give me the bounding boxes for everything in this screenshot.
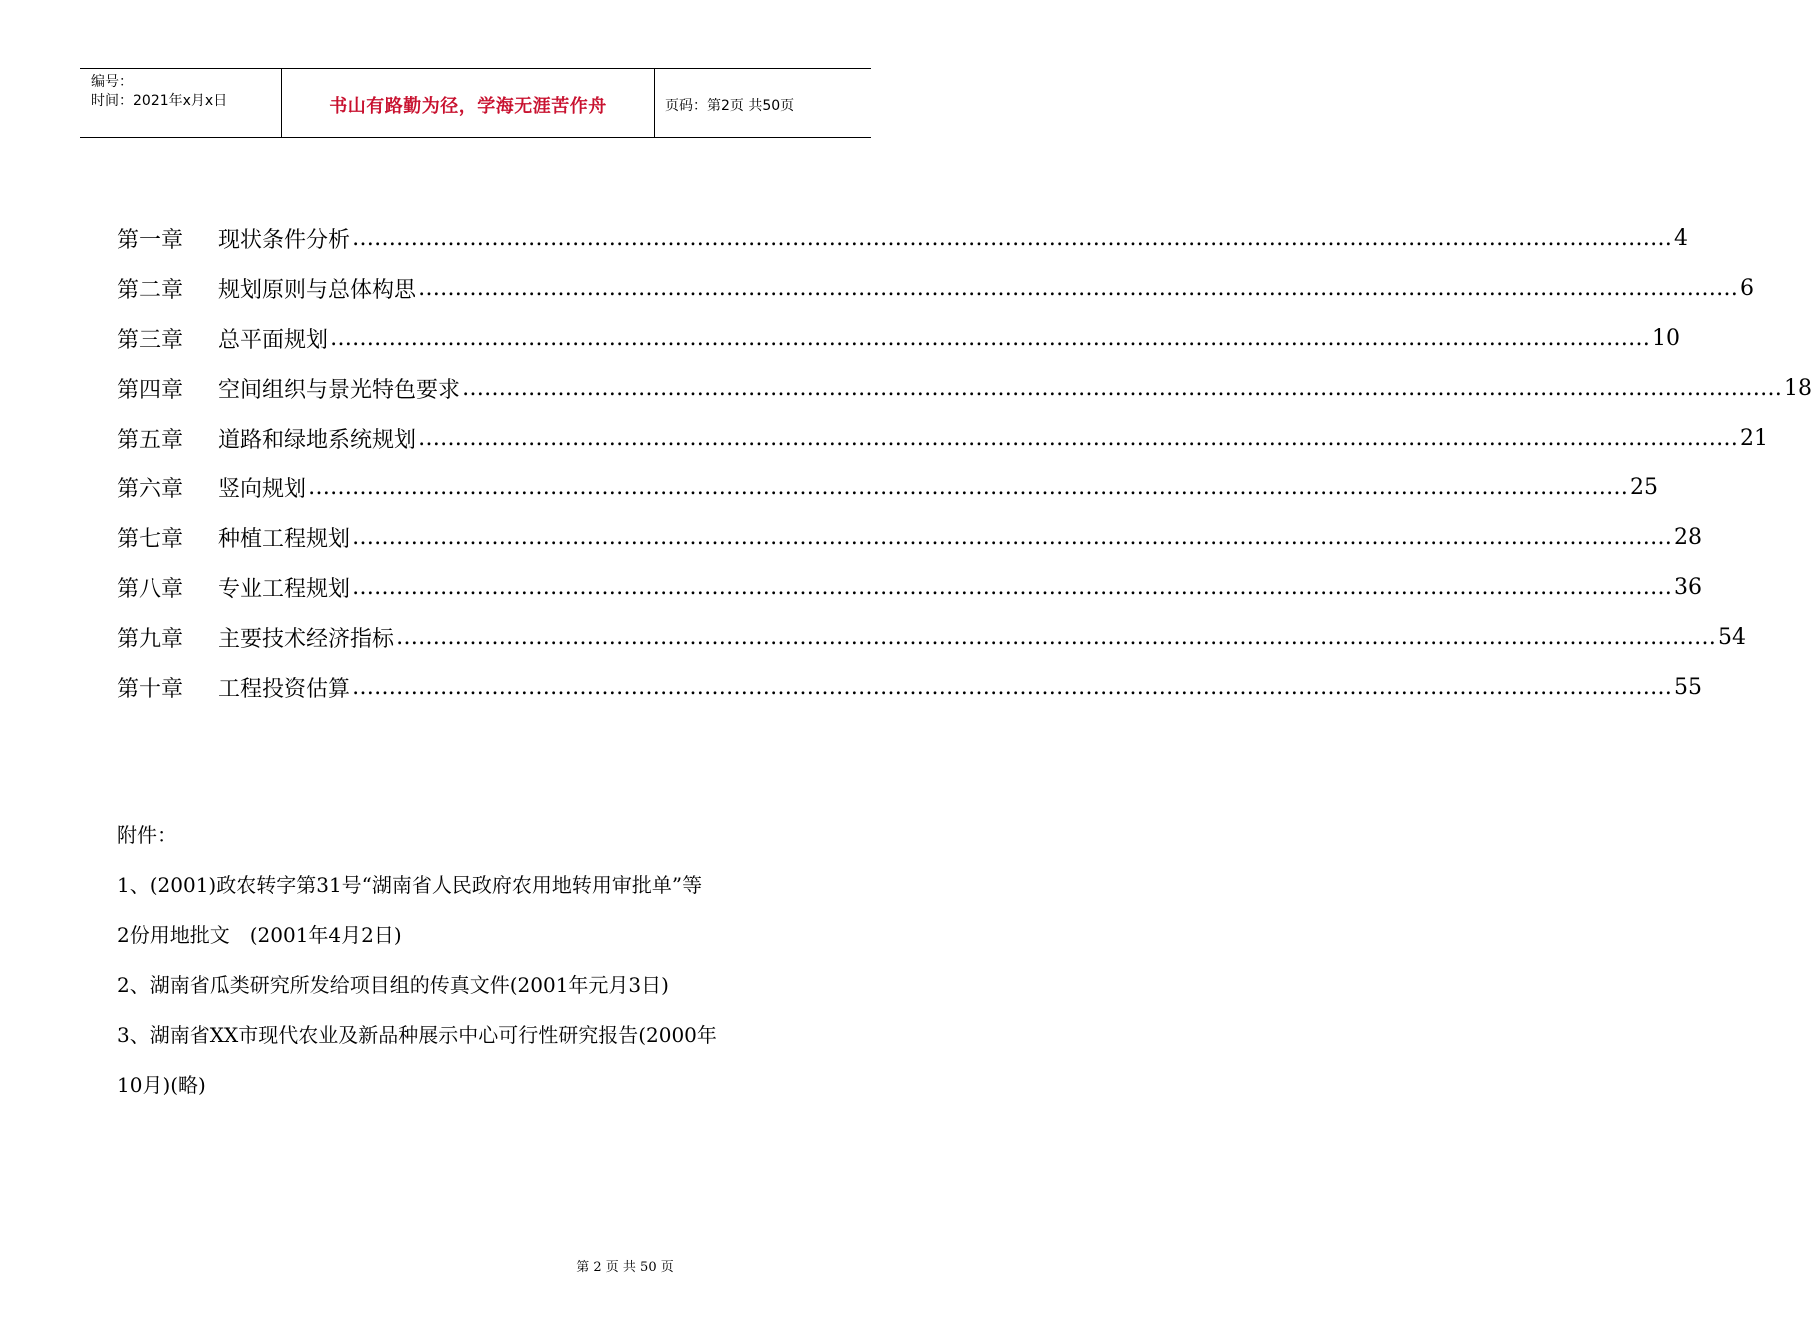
toc-entry[interactable] — [117, 563, 1703, 613]
header-meta-cell — [80, 69, 282, 137]
attachments-section — [117, 810, 847, 1110]
table-of-contents — [117, 214, 1812, 712]
toc-page-number: 6 — [1740, 276, 1755, 302]
attachment-item-1-continued: 2份用地批文 (2001年4月2日) — [117, 923, 402, 947]
toc-page-number: 55 — [1674, 674, 1703, 700]
toc-title: 竖向规划 — [218, 477, 307, 503]
toc-page-number: 54 — [1718, 624, 1747, 650]
toc-chapter: 第八章 — [117, 576, 184, 602]
toc-entry[interactable] — [117, 214, 1689, 264]
toc-leader: ……………………………………………………………………………………………………………………………………………………………… — [330, 325, 1651, 351]
toc-title: 道路和绿地系统规划 — [218, 427, 417, 453]
toc-title: 空间组织与景光特色要求 — [218, 377, 461, 403]
toc-leader: ……………………………………………………………………………………………………………………………………………………………… — [396, 624, 1717, 650]
toc-title: 现状条件分析 — [218, 228, 351, 254]
header-motto: 书山有路勤为径，学海无涯苦作舟 — [282, 69, 655, 137]
toc-title: 总平面规划 — [218, 327, 329, 353]
toc-title: 工程投资估算 — [218, 676, 351, 702]
page-header — [80, 68, 871, 138]
toc-chapter: 第二章 — [117, 278, 184, 304]
header-page-info: 页码：第2页 共50页 — [665, 98, 795, 114]
toc-title: 规划原则与总体构思 — [218, 278, 417, 304]
toc-chapter: 第五章 — [117, 427, 184, 453]
toc-leader: ……………………………………………………………………………………………………………………………………………………………… — [308, 475, 1629, 501]
toc-entry[interactable] — [117, 264, 1755, 314]
toc-entry[interactable] — [117, 363, 1812, 413]
page-footer: 第 2 页 共 50 页 — [576, 1260, 674, 1275]
toc-page-number: 21 — [1740, 425, 1769, 451]
toc-leader: ……………………………………………………………………………………………………………………………………………………………… — [352, 525, 1673, 551]
toc-page-number: 28 — [1674, 525, 1703, 551]
toc-entry[interactable] — [117, 314, 1681, 364]
toc-leader: ……………………………………………………………………………………………………………………………………………………………… — [418, 425, 1739, 451]
attachment-item-3-continued: 10月)(略) — [117, 1073, 206, 1097]
attachment-item-3: 3、湖南省XX市现代农业及新品种展示中心可行性研究报告(2000年 — [117, 1023, 717, 1047]
toc-leader: ……………………………………………………………………………………………………………………………………………………………… — [418, 276, 1739, 302]
toc-leader: ……………………………………………………………………………………………………………………………………………………………… — [462, 375, 1783, 401]
toc-chapter: 第三章 — [117, 327, 184, 353]
attachments-heading: 附件： — [117, 823, 177, 847]
toc-leader: ……………………………………………………………………………………………………………………………………………………………… — [352, 574, 1673, 600]
toc-title: 种植工程规划 — [218, 527, 351, 553]
number-label: 编号： — [91, 74, 133, 90]
toc-chapter: 第十章 — [117, 676, 184, 702]
toc-chapter: 第一章 — [117, 228, 184, 254]
toc-leader: ……………………………………………………………………………………………………………………………………………………………… — [352, 674, 1673, 700]
attachment-item-2: 2、湖南省瓜类研究所发给项目组的传真文件(2001年元月3日) — [117, 973, 669, 997]
toc-entry[interactable] — [117, 463, 1659, 513]
toc-title: 专业工程规划 — [218, 576, 351, 602]
toc-chapter: 第七章 — [117, 527, 184, 553]
time-label: 时间：2021年x月x日 — [91, 93, 228, 109]
toc-entry[interactable] — [117, 612, 1747, 662]
toc-entry[interactable] — [117, 513, 1703, 563]
toc-page-number: 18 — [1784, 375, 1812, 401]
toc-leader: ……………………………………………………………………………………………………………………………………………………………… — [352, 226, 1673, 252]
toc-title: 主要技术经济指标 — [218, 626, 395, 652]
toc-page-number: 25 — [1630, 475, 1659, 501]
toc-chapter: 第六章 — [117, 477, 184, 503]
toc-chapter: 第四章 — [117, 377, 184, 403]
toc-page-number: 36 — [1674, 574, 1703, 600]
toc-entry[interactable] — [117, 662, 1703, 712]
toc-chapter: 第九章 — [117, 626, 184, 652]
toc-page-number: 4 — [1674, 226, 1689, 252]
toc-page-number: 10 — [1652, 325, 1681, 351]
toc-entry[interactable] — [117, 413, 1769, 463]
attachment-item-1: 1、(2001)政农转字第31号“湖南省人民政府农用地转用审批单”等 — [117, 873, 703, 897]
